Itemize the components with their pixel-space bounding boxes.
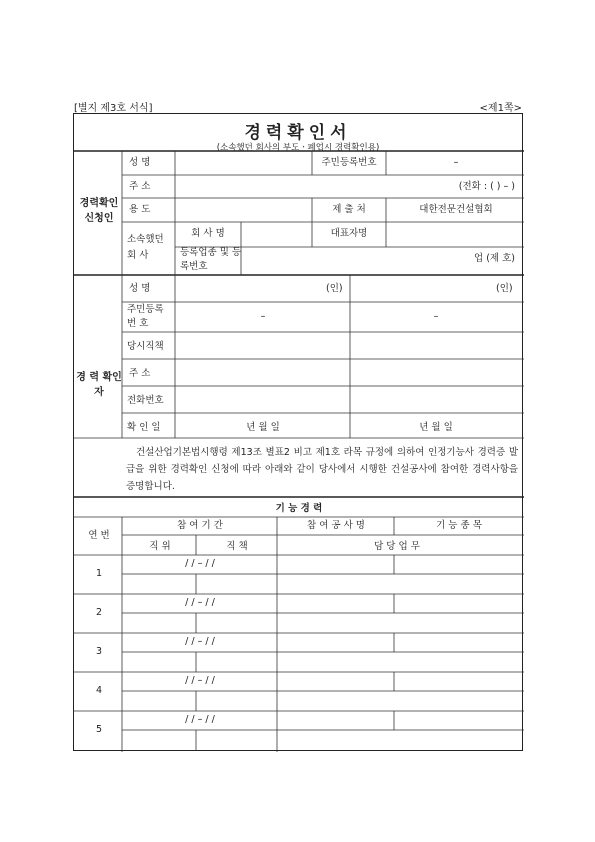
- career-row-number: 5: [95, 724, 103, 735]
- confirm-date-field-2[interactable]: 년 월 일: [419, 422, 453, 433]
- col-duty-header: 직 책: [226, 541, 248, 552]
- submit-to-label: 제 출 처: [332, 204, 366, 215]
- confirmer-phone-label: 전화번호: [127, 395, 164, 406]
- career-period-field[interactable]: / / – / /: [185, 597, 215, 608]
- confirmer-name-label: 성 명: [129, 283, 151, 294]
- company-name-label: 회 사 명: [191, 228, 225, 239]
- applicant-id-field[interactable]: –: [453, 157, 459, 168]
- col-task-header: 담 당 업 무: [374, 541, 420, 552]
- career-period-field[interactable]: / / – / /: [185, 675, 215, 686]
- applicant-name-label: 성 명: [129, 157, 151, 168]
- confirmer-address-label: 주 소: [129, 368, 151, 379]
- form-number: [별지 제3호 서식]: [74, 103, 153, 114]
- col-rank-header: 직 위: [149, 541, 171, 552]
- col-number-header: 연 번: [88, 530, 110, 541]
- confirmer-id-field-1[interactable]: –: [260, 311, 266, 322]
- representative-label: 대표자명: [330, 228, 368, 239]
- applicant-purpose-label: 용 도: [129, 204, 151, 215]
- applicant-phone-field[interactable]: (전화 : ( ) – ): [458, 181, 515, 192]
- certification-statement: 건설산업기본법시행령 제13조 별표2 비고 제1호 라목 규정에 의하여 인정기능사 경력증 발급을 위한 경력확인 신청에 따라 아래와 같이 당사에서 시행한 건설공사에 참여한 경력사항을 증명합니다.: [126, 447, 518, 492]
- registration-label: 등록업종 및 등록번호: [180, 247, 242, 272]
- confirmer-seal-2: (인): [496, 283, 513, 294]
- confirmer-id-field-2[interactable]: –: [433, 311, 439, 322]
- col-trade-header: 기 능 종 목: [436, 520, 482, 531]
- career-confirmation-form: [73, 113, 523, 751]
- career-row-number: 1: [95, 568, 103, 579]
- applicant-name-field[interactable]: [175, 154, 312, 172]
- confirmer-position-label: 당시직책: [127, 341, 164, 352]
- career-period-field[interactable]: / / – / /: [185, 558, 215, 569]
- career-period-field[interactable]: / / – / /: [185, 714, 215, 725]
- applicant-id-label: 주민등록번호: [321, 157, 377, 168]
- career-row-number: 2: [95, 607, 103, 618]
- registration-field[interactable]: 업 (제 호): [474, 253, 515, 264]
- confirmer-id-label: 주민등록 번 호: [127, 304, 164, 329]
- submit-to-value: 대한전문건설협회: [419, 204, 493, 215]
- former-company-label: 소속했던 회 사: [127, 234, 164, 261]
- col-period-header: 참 여 기 간: [177, 520, 223, 531]
- confirm-date-label: 확 인 일: [127, 422, 161, 433]
- applicant-address-label: 주 소: [129, 181, 151, 192]
- applicant-group-label: 경력확인 신청인: [79, 198, 119, 224]
- confirmer-seal-1: (인): [326, 283, 343, 294]
- col-project-header: 참 여 공 사 명: [307, 520, 365, 531]
- page-number: <제1쪽>: [479, 103, 522, 114]
- career-row-number: 3: [95, 646, 103, 657]
- confirm-date-field-1[interactable]: 년 월 일: [246, 422, 280, 433]
- career-section-title: 기 능 경 력: [275, 503, 323, 514]
- confirmer-group-label: 경 력 확인자: [76, 372, 122, 398]
- career-period-field[interactable]: / / – / /: [185, 636, 215, 647]
- form-title: 경력확인서: [244, 123, 352, 143]
- career-row-number: 4: [95, 685, 103, 696]
- form-subtitle: (소속했던 회사의 부도ㆍ폐업시 경력확인용): [216, 143, 380, 153]
